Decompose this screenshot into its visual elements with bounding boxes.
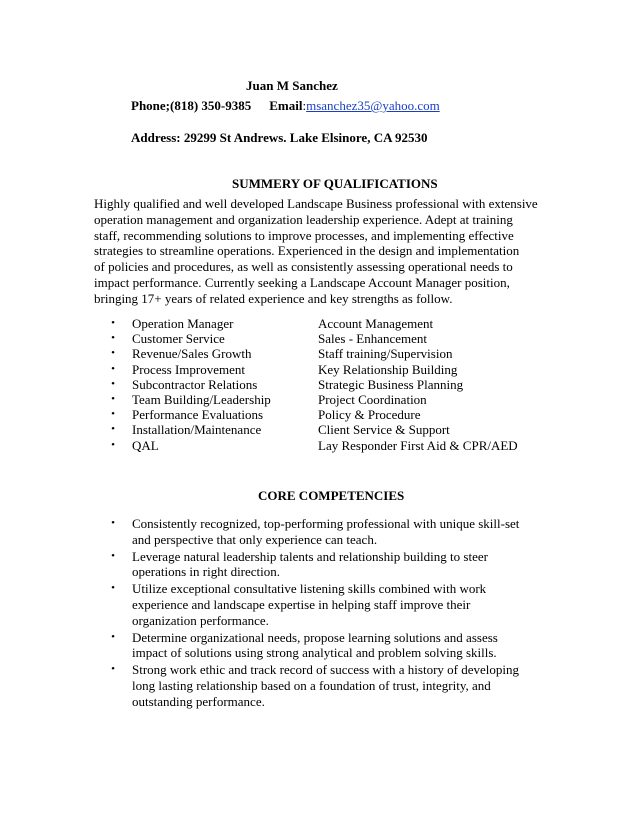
qualification-left: Team Building/Leadership xyxy=(132,391,271,407)
summary-line: impact performance. Currently seeking a Landscape Account Manager position, xyxy=(94,274,510,290)
competency-line: long lasting relationship based on a foundation of trust, integrity, and xyxy=(132,677,491,693)
qualification-left: Subcontractor Relations xyxy=(132,376,258,392)
competency-line: Utilize exceptional consultative listening skills combined with work xyxy=(132,581,487,597)
list-item xyxy=(94,422,554,437)
bullet-icon: • xyxy=(111,549,115,562)
list-item xyxy=(94,392,554,407)
qualification-right: Sales - Enhancement xyxy=(318,331,428,347)
list-item xyxy=(94,438,554,453)
qualification-left: Performance Evaluations xyxy=(132,407,264,423)
qualification-right: Policy & Procedure xyxy=(318,407,421,423)
bullet-icon: • xyxy=(111,362,115,375)
summary-line: Highly qualified and well developed Landscape Business professional with extensive xyxy=(94,196,538,211)
candidate-name: Juan M Sanchez xyxy=(246,78,338,93)
summary-line: strategies to streamline operations. Experienced in the design and implementation xyxy=(94,243,520,259)
qualification-left: Revenue/Sales Growth xyxy=(132,346,252,362)
email-label: Email xyxy=(269,98,303,113)
bullet-icon: • xyxy=(111,377,115,390)
email-colon: : xyxy=(302,98,307,113)
summary-line: operation management and organization leadership experience. Adept at training xyxy=(94,211,513,227)
qualification-right: Account Management xyxy=(318,316,434,331)
bullet-icon: • xyxy=(111,517,115,529)
competency-line: Determine organizational needs, propose learning solutions and assess xyxy=(132,629,498,645)
competencies-heading: CORE COMPETENCIES xyxy=(258,488,405,503)
qualification-right: Key Relationship Building xyxy=(318,361,458,377)
bullet-icon: • xyxy=(111,332,115,345)
bullet-icon: • xyxy=(111,408,115,421)
competency-line: experience and landscape expertise in helping staff improve their xyxy=(132,596,471,612)
competency-line: organization performance. xyxy=(132,612,269,628)
bullet-icon: • xyxy=(111,317,115,329)
qualification-left: Customer Service xyxy=(132,331,225,347)
list-item xyxy=(94,549,554,581)
summary-line: staff, recommending solutions to improve processes, and implementing effective xyxy=(94,227,514,243)
competency-line: Leverage natural leadership talents and relationship building to steer xyxy=(132,548,488,564)
qualification-left: Operation Manager xyxy=(132,316,234,331)
list-item xyxy=(94,362,554,377)
qualification-left: Process Improvement xyxy=(132,361,246,377)
qualification-right: Lay Responder First Aid & CPR/AED xyxy=(318,437,518,453)
bullet-icon: • xyxy=(111,630,115,643)
qualifications-list xyxy=(94,316,554,453)
bullet-icon: • xyxy=(111,423,115,436)
list-item xyxy=(94,662,554,709)
summary-line: of policies and procedures, as well as consistently assessing operational needs to xyxy=(94,259,513,275)
bullet-icon: • xyxy=(111,438,115,451)
phone: Phone;(818) 350-9385 xyxy=(131,98,252,113)
email-link[interactable]: msanchez35@yahoo.com xyxy=(306,98,440,113)
list-item xyxy=(94,516,554,548)
bullet-icon: • xyxy=(111,347,115,360)
competency-line: Consistently recognized, top-performing professional with unique skill-set xyxy=(132,516,520,531)
list-item xyxy=(94,316,554,331)
list-item xyxy=(94,331,554,346)
competency-line: Strong work ethic and track record of success with a history of developing xyxy=(132,662,520,678)
qualification-left: Installation/Maintenance xyxy=(132,422,262,438)
qualification-left: QAL xyxy=(132,437,159,453)
list-item xyxy=(94,346,554,361)
competency-line: and perspective that only experience can teach. xyxy=(132,531,378,547)
bullet-icon: • xyxy=(111,663,115,676)
competency-line: operations in right direction. xyxy=(132,564,281,580)
bullet-icon: • xyxy=(111,582,115,595)
summary-line: bringing 17+ years of related experience and key strengths as follow. xyxy=(94,290,453,306)
contact-line xyxy=(131,98,440,114)
competencies-list xyxy=(94,516,554,711)
list-item xyxy=(94,581,554,628)
competency-line: outstanding performance. xyxy=(132,693,265,709)
address: Address: 29299 St Andrews. Lake Elsinore, CA 92530 xyxy=(131,130,428,145)
list-item xyxy=(94,377,554,392)
qualification-right: Strategic Business Planning xyxy=(318,376,464,392)
qualification-right: Staff training/Supervision xyxy=(318,346,453,362)
competency-line: impact of solutions using strong analytical and problem solving skills. xyxy=(132,645,497,661)
list-item xyxy=(94,630,554,662)
list-item xyxy=(94,407,554,422)
qualification-right: Project Coordination xyxy=(318,391,427,407)
summary-heading: SUMMERY OF QUALIFICATIONS xyxy=(232,176,438,191)
summary-paragraph xyxy=(94,196,546,307)
qualification-right: Client Service & Support xyxy=(318,422,450,438)
bullet-icon: • xyxy=(111,392,115,405)
